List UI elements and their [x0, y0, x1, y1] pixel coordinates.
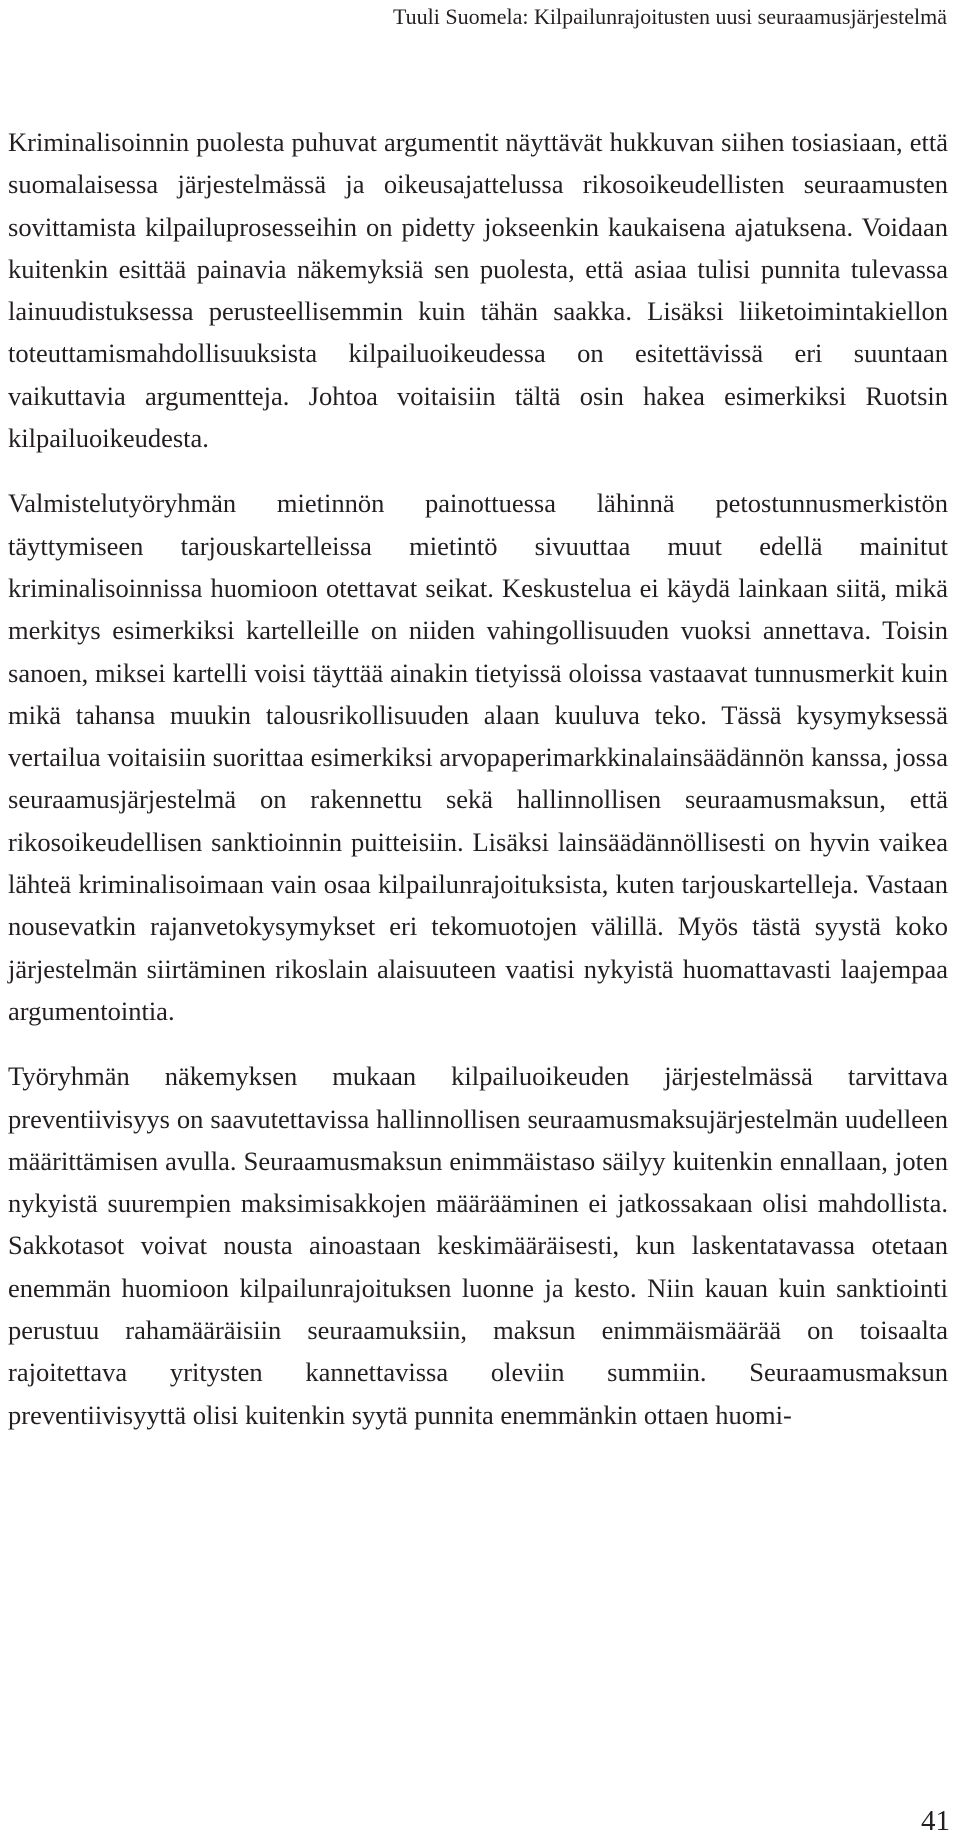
paragraph-spacer [8, 1032, 948, 1055]
paragraph-spacer [8, 459, 948, 482]
paragraph-1: Kriminalisoinnin puolesta puhuvat argumentit näyttävät hukkuvan siihen tosiasiaan, että suomalaisessa järjestelmässä ja oikeusajattelussa rikosoikeudellisten seuraamusten sovittamista kilpailuprosesseihin on pidetty jokseenkin kaukaisena ajatuksena. Voidaan kuitenkin esittää painavia näkemyksiä sen puolesta, että asiaa tulisi punnita tulevassa lainuudistuksessa perusteellisemmin kuin tähän saakka. Lisäksi liiketoimintakiellon toteuttamismahdollisuuksista kilpailuoikeudessa on esitettävissä eri suuntaan vaikuttavia argumentteja. Johtoa voitaisiin tältä osin hakea esimerkiksi Ruotsin kilpailuoikeudesta. [8, 127, 948, 454]
body-text [8, 121, 948, 1436]
running-header: Tuuli Suomela: Kilpailunrajoitusten uusi seuraamusjärjestelmä [393, 4, 947, 29]
page-number: 41 [921, 1805, 950, 1837]
paragraph-3: Työryhmän näkemyksen mukaan kilpailuoikeuden järjestelmässä tarvittava preventiivisyys on saavutettavissa hallinnollisen seuraamusmaksujärjestelmän uudelleen määrittämisen avulla. Seuraamusmaksun enimmäistaso säilyy kuitenkin ennallaan, joten nykyistä suurempien maksimisakkojen määrääminen ei jatkossakaan olisi mahdollista. Sakkotasot voivat nousta ainoastaan keskimääräisesti, kun laskentatavassa otetaan enemmän huomioon kilpailunrajoituksen luonne ja kesto. Niin kauan kuin sanktiointi perustuu rahamääräisiin seuraamuksiin, maksun enimmäismäärää on toisaalta rajoitettava yritysten kannettavissa oleviin summiin. Seuraamusmaksun preventiivisyyttä olisi kuitenkin syytä punnita enemmänkin ottaen huomi- [8, 1061, 948, 1430]
paragraph-2: Valmistelutyöryhmän mietinnön painottuessa lähinnä petostunnusmerkistön täyttymiseen tarjouskartelleissa mietintö sivuuttaa muut edellä mainitut kriminalisoinnissa huomioon otettavat seikat. Keskustelua ei käydä lainkaan siitä, mikä merkitys esimerkiksi kartelleille on niiden vahingollisuuden vuoksi annettava. Toisin sanoen, miksei kartelli voisi täyttää ainakin tietyissä oloissa vastaavat tunnusmerkit kuin mikä tahansa muukin talousrikollisuuden alaan kuuluva teko. Tässä kysymyksessä vertailua voitaisiin suorittaa esimerkiksi arvopaperimarkkinalainsäädännön kanssa, jossa seuraamusjärjestelmä on rakennettu sekä hallinnollisen seuraamusmaksun, että rikosoikeudellisen sanktioinnin puitteisiin. Lisäksi lainsäädännöllisesti on hyvin vaikea lähteä kriminalisoimaan vain osaa kilpailunrajoituksista, kuten tarjouskartelleja. Vastaan nousevatkin rajanvetokysymykset eri tekomuotojen välillä. Myös tästä syystä koko järjestelmän siirtäminen rikoslain alaisuuteen vaatisi nykyistä huomattavasti laajempaa argumentointia. [8, 488, 948, 1026]
